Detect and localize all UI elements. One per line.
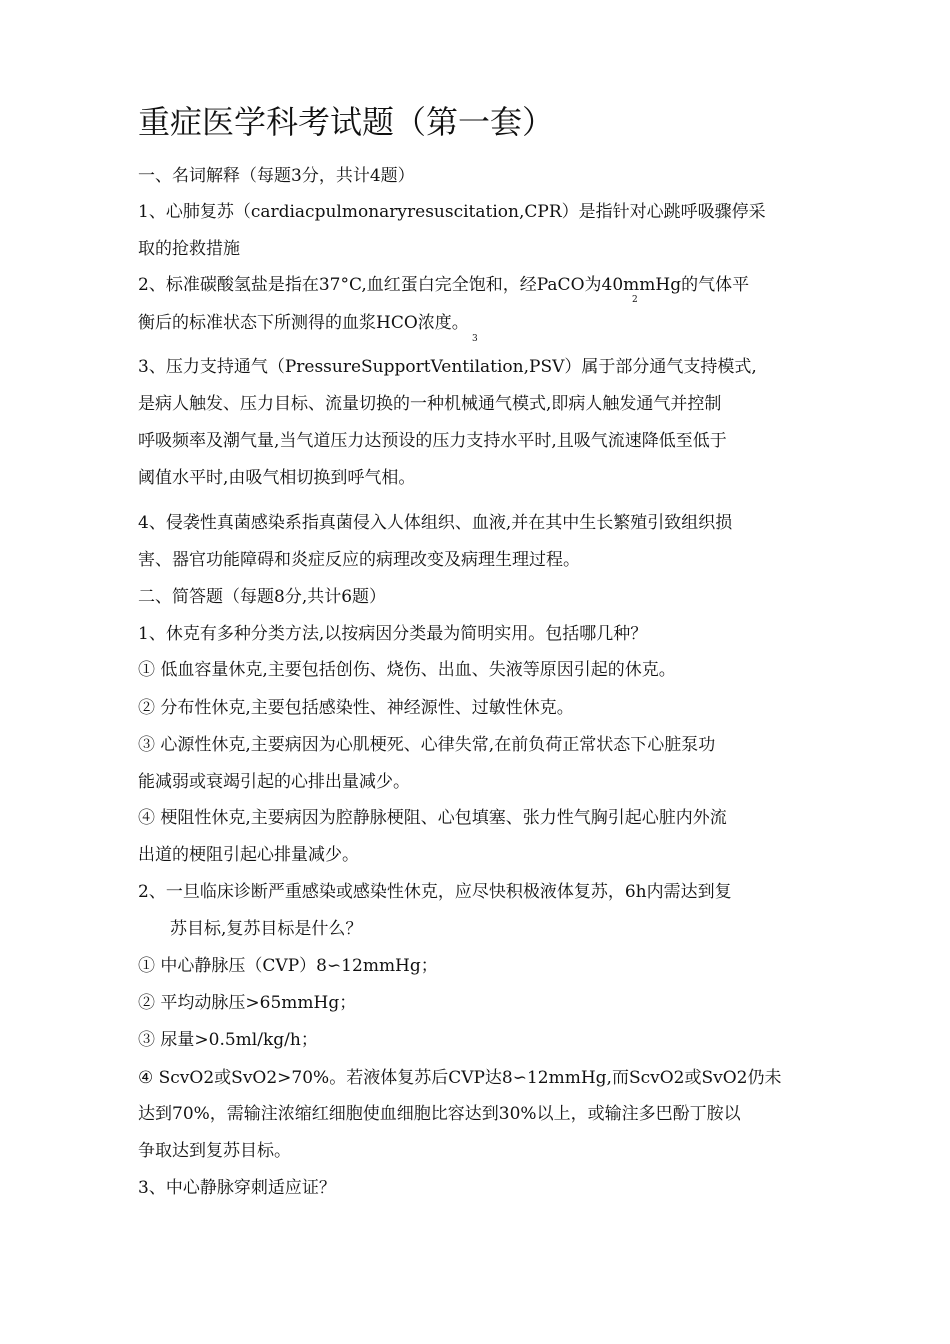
subscript: 2 xyxy=(632,295,638,305)
paragraph-line: 1、心肺复苏（cardiacpulmonaryresuscitation,CPR）是指针对心跳呼吸骤停采 xyxy=(138,202,766,222)
paragraph-line: 3、中心静脉穿刺适应证？ xyxy=(138,1178,336,1198)
paragraph-line: 阈值水平时,由吸气相切换到呼气相。 xyxy=(138,468,416,488)
paragraph-line: 呼吸频率及潮气量,当气道压力达预设的压力支持水平时,且吸气流速降低至低于 xyxy=(138,431,727,451)
paragraph-line: 1、休克有多种分类方法,以按病因分类最为简明实用。包括哪几种？ xyxy=(138,624,648,644)
paragraph-line: 达到70%，需输注浓缩红细胞使血细胞比容达到30%以上，或输注多巴酚丁胺以 xyxy=(138,1104,741,1124)
paragraph-line: ① 中心静脉压（CVP）8∽12mmHg； xyxy=(138,956,438,976)
paragraph-line: 是病人触发、压力目标、流量切换的一种机械通气模式,即病人触发通气并控制 xyxy=(138,394,722,414)
paragraph-line: 出道的梗阻引起心排量减少。 xyxy=(138,845,359,865)
paragraph-line: ④ ScvO2或SvO2>70%。若液体复苏后CVP达8∽12mmHg,而ScvO2或SvO2仍未 xyxy=(138,1068,782,1088)
paragraph-line: ② 平均动脉压>65mmHg； xyxy=(138,993,357,1013)
section-heading: 一、名词解释（每题3分，共计4题） xyxy=(138,166,415,186)
paragraph-line: 2、一旦临床诊断严重感染或感染性休克，应尽快积极液体复苏，6h内需达到复 xyxy=(138,882,732,902)
paragraph-line: 取的抢救措施 xyxy=(138,239,240,259)
paragraph-line: ④ 梗阻性休克,主要病因为腔静脉梗阻、心包填塞、张力性气胸引起心脏内外流 xyxy=(138,808,727,828)
paragraph-line: 3、压力支持通气（PressureSupportVentilation,PSV）属于部分通气支持模式, xyxy=(138,357,757,377)
paragraph-line: 4、侵袭性真菌感染系指真菌侵入人体组织、血液,并在其中生长繁殖引致组织损 xyxy=(138,513,733,533)
section-heading: 二、简答题（每题8分,共计6题） xyxy=(138,587,387,607)
paragraph-line: ③ 心源性休克,主要病因为心肌梗死、心律失常,在前负荷正常状态下心脏泵功 xyxy=(138,735,716,755)
paragraph-line: 2、标准碳酸氢盐是指在37°C,血红蛋白完全饱和，经PaCO为40mmHg的气体平 xyxy=(138,275,750,295)
paragraph-line: ③ 尿量>0.5ml/kg/h； xyxy=(138,1030,318,1050)
paragraph-line: 苏目标,复苏目标是什么？ xyxy=(170,919,363,939)
subscript: 3 xyxy=(472,334,478,344)
paragraph-line: 害、器官功能障碍和炎症反应的病理改变及病理生理过程。 xyxy=(138,550,580,570)
paragraph-line: 争取达到复苏目标。 xyxy=(138,1141,291,1161)
paragraph-line: ① 低血容量休克,主要包括创伤、烧伤、出血、失液等原因引起的休克。 xyxy=(138,660,676,680)
paragraph-line: 能减弱或衰竭引起的心排出量减少。 xyxy=(138,772,410,792)
page-title: 重症医学科考试题（第一套） xyxy=(138,103,555,141)
paragraph-line: 衡后的标准状态下所测得的血浆HCO浓度。 xyxy=(138,313,469,333)
paragraph-line: ② 分布性休克,主要包括感染性、神经源性、过敏性休克。 xyxy=(138,698,574,718)
